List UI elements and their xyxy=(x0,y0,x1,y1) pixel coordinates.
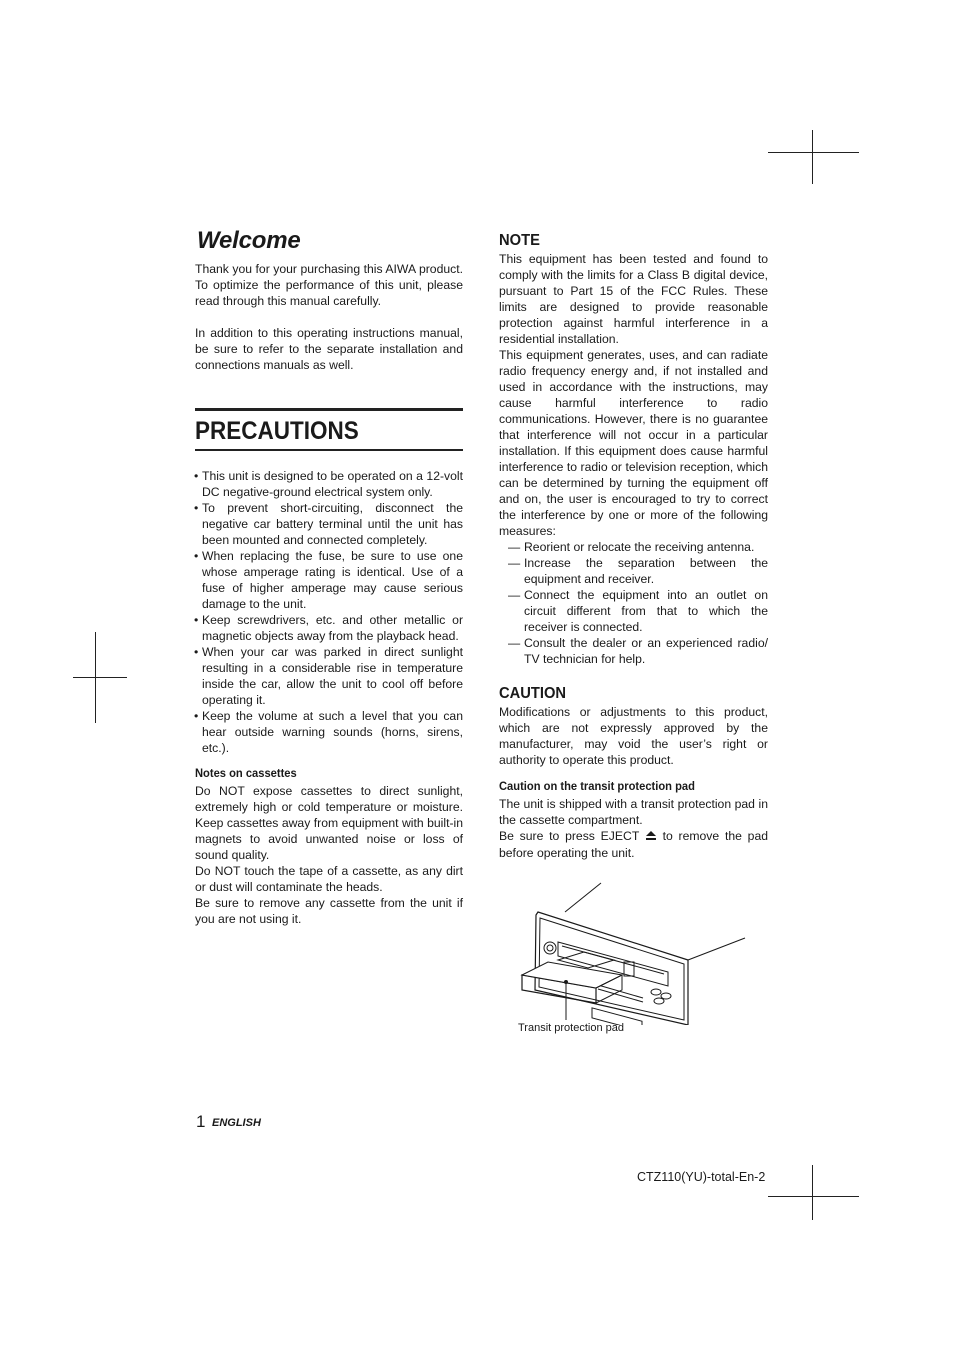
cassettes-paragraph: Be sure to remove any cassette from the unit if you are not using it. xyxy=(195,896,463,926)
transit-text: to remove the pad before operating the unit. xyxy=(499,829,768,860)
list-item: — Consult the dealer or an experienced radio/ TV technician for help. xyxy=(508,635,768,667)
welcome-title: Welcome xyxy=(197,227,301,254)
caution-heading: CAUTION xyxy=(499,685,567,702)
list-item: • This unit is designed to be operated on a 12-volt DC negative-ground electrical system only. xyxy=(195,468,463,500)
list-item: • Keep screwdrivers, etc. and other metallic or magnetic objects away from the playback head. xyxy=(195,612,463,644)
language-label: ENGLISH xyxy=(212,1117,261,1129)
welcome-paragraph: Thank you for your purchasing this AIWA product. To optimize the performance of this unit, please read through this manual carefully. xyxy=(195,262,463,308)
transit-paragraph: The unit is shipped with a transit protection pad in the cassette compartment. xyxy=(499,797,768,827)
crop-mark xyxy=(812,130,813,184)
stereo-illustration xyxy=(518,880,748,1030)
transit-paragraph xyxy=(499,828,768,861)
measures-list xyxy=(499,539,768,667)
list-item: — Increase the separation between the equipment and receiver. xyxy=(508,555,768,587)
transit-text: Be sure to press EJECT xyxy=(499,829,640,843)
list-item: • Keep the volume at such a level that you can hear outside warning sounds (horns, sirens, etc.). xyxy=(195,708,463,756)
transit-heading: Caution on the transit protection pad xyxy=(499,779,695,793)
note-paragraph: This equipment has been tested and found to comply with the limits for a Class B digital device, pursuant to Part 15 of the FCC Rules. These limits are designed to provide reasonable protection against harmful interference in a residential installation. xyxy=(499,252,768,346)
note-paragraph: This equipment generates, uses, and can radiate radio frequency energy and, if not installed and used in accordance with the instructions, may cause harmful interference to radio communications. However, there is no guarantee that interference will not occur in a particular installation. If this equipment does cause harmful interference to radio or television reception, which can be determined by turning the equipment off and on, the user is encouraged to try to correct the interference by one or more of the following measures: xyxy=(499,348,768,538)
cassettes-paragraph: Do NOT touch the tape of a cassette, as any dirt or dust will contaminate the heads. xyxy=(195,864,463,894)
list-item: • When replacing the fuse, be sure to use one whose amperage rating is identical. Use of a fuse of higher amperage may cause serious damage to the unit. xyxy=(195,548,463,612)
list-item: — Reorient or relocate the receiving antenna. xyxy=(508,539,768,555)
precautions-header xyxy=(195,408,463,451)
cassettes-paragraph: Do NOT expose cassettes to direct sunlight, extremely high or cold temperature or moisture. Keep cassettes away from equipment with built-in magnets to avoid unwanted noise or loss of sound quality. xyxy=(195,784,463,862)
cassettes-heading: Notes on cassettes xyxy=(195,766,297,780)
crop-mark xyxy=(812,1165,813,1220)
precautions-title: PRECAUTIONS xyxy=(195,417,359,445)
crop-mark xyxy=(768,152,859,153)
eject-icon xyxy=(645,829,657,845)
caution-paragraph: Modifications or adjustments to this product, which are not expressly approved by the manufacturer, may void the user’s right or authority to operate this product. xyxy=(499,705,768,767)
list-item: • When your car was parked in direct sunlight resulting in a considerable rise in temperature inside the car, allow the unit to cool off before operating it. xyxy=(195,644,463,708)
figure-caption: Transit protection pad xyxy=(518,1022,624,1034)
right-column xyxy=(499,231,768,861)
crop-mark xyxy=(73,677,127,678)
page-number: 1 xyxy=(196,1112,206,1131)
list-item: • To prevent short-circuiting, disconnect the negative car battery terminal until the unit has been mounted and connected completely. xyxy=(195,500,463,548)
crop-mark xyxy=(768,1196,859,1197)
welcome-paragraph: In addition to this operating instructions manual, be sure to refer to the separate installation and connections manuals as well. xyxy=(195,326,463,372)
note-heading: NOTE xyxy=(499,232,540,249)
left-column xyxy=(195,226,463,927)
precautions-list xyxy=(195,468,463,756)
document-code: CTZ110(YU)-total-En-2 xyxy=(637,1170,766,1184)
list-item: — Connect the equipment into an outlet on circuit different from that to which the receiver is connected. xyxy=(508,587,768,635)
